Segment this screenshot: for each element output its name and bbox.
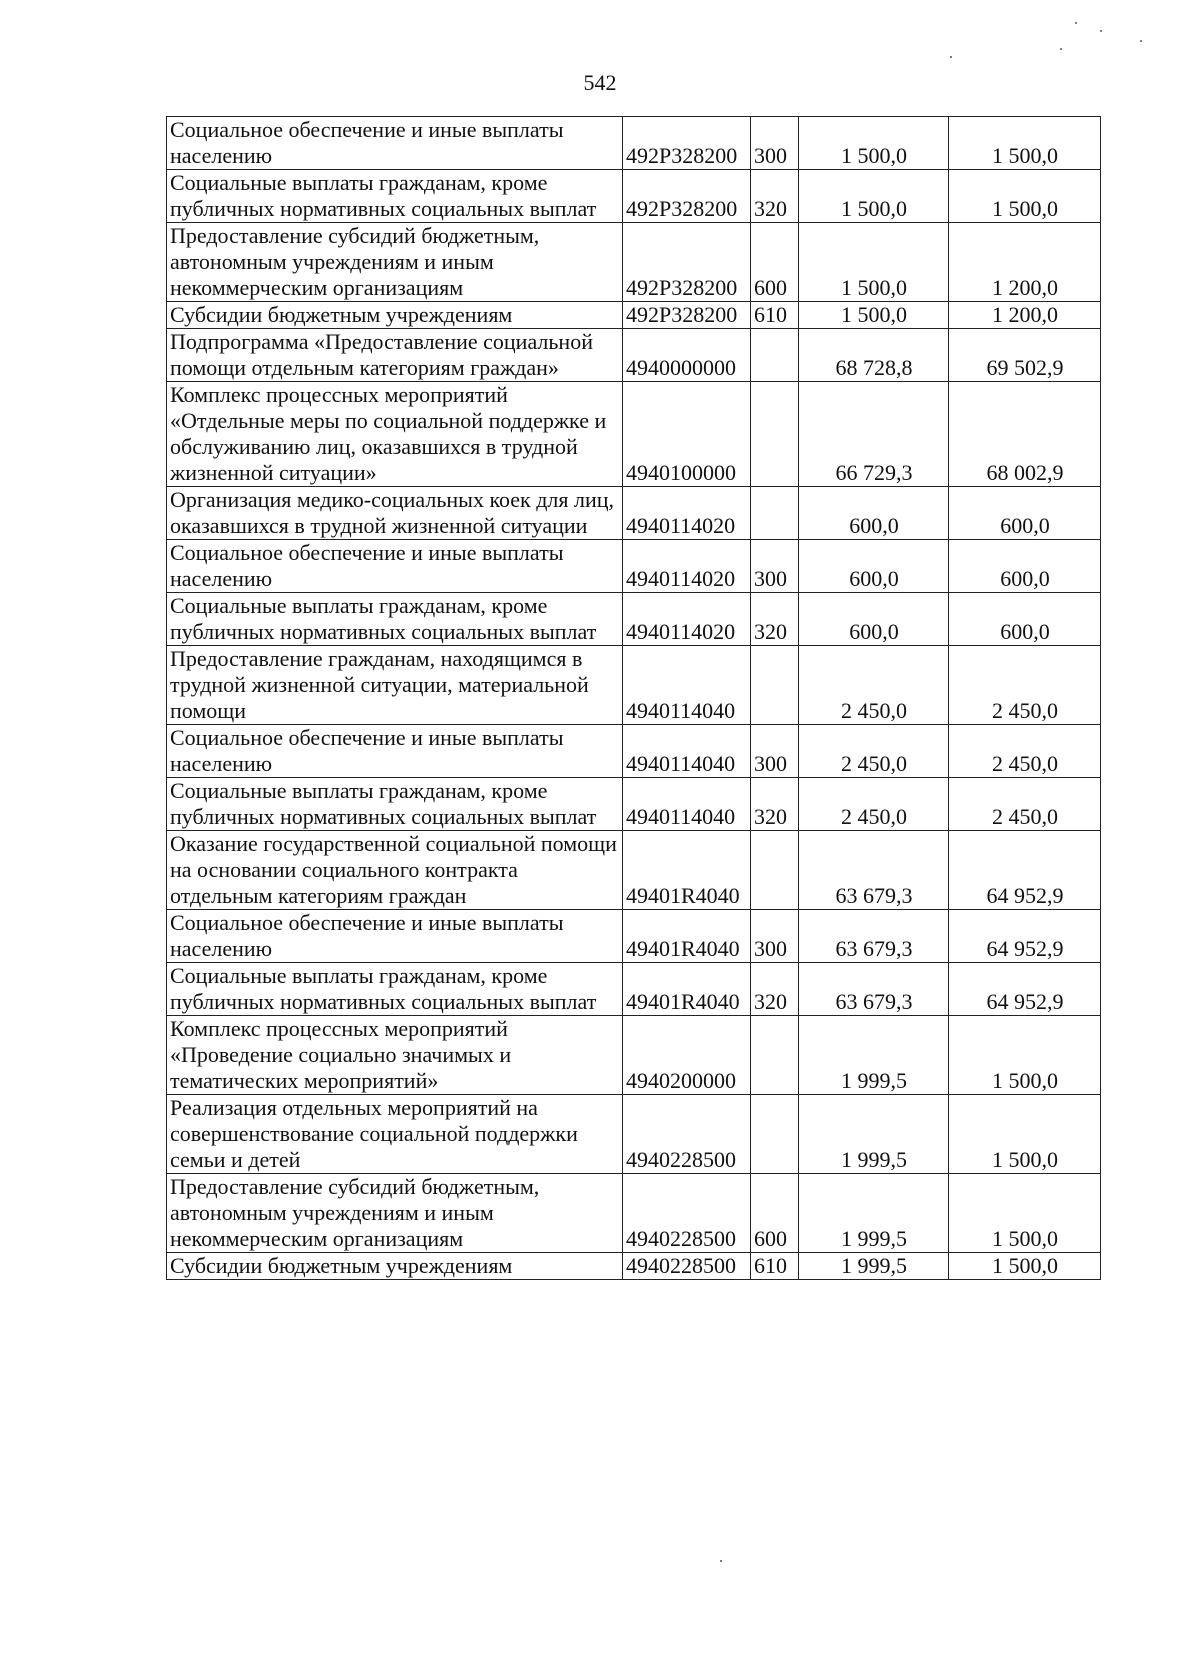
row-value-2025-cell: 600,0 — [949, 487, 1101, 540]
scan-speck — [1100, 30, 1102, 32]
row-code-cell: 4940228500 — [623, 1253, 751, 1280]
table-row — [167, 910, 1101, 963]
row-name-cell: Оказание государственной социальной помощи на основании социального контракта отдельным категориям граждан — [167, 831, 623, 910]
table-row — [167, 540, 1101, 593]
row-value-2024-cell: 68 728,8 — [799, 329, 949, 382]
row-type-cell: 600 — [751, 223, 799, 302]
row-value-2024-cell: 1 500,0 — [799, 302, 949, 329]
row-value-2025-cell: 1 500,0 — [949, 1016, 1101, 1095]
table-row — [167, 778, 1101, 831]
row-name-cell: Предоставление гражданам, находящимся в трудной жизненной ситуации, материальной помощи — [167, 646, 623, 725]
row-value-2024-cell: 1 500,0 — [799, 223, 949, 302]
row-code-cell: 49401R4040 — [623, 963, 751, 1016]
row-type-cell: 320 — [751, 593, 799, 646]
scan-speck — [1075, 22, 1077, 24]
row-type-cell — [751, 329, 799, 382]
row-type-cell — [751, 487, 799, 540]
row-name-cell: Социальные выплаты гражданам, кроме публичных нормативных социальных выплат — [167, 593, 623, 646]
row-type-cell: 600 — [751, 1174, 799, 1253]
row-code-cell: 4940114040 — [623, 778, 751, 831]
row-name-cell: Комплекс процессных мероприятий «Проведение социально значимых и тематических мероприятий» — [167, 1016, 623, 1095]
table-row — [167, 1016, 1101, 1095]
row-code-cell: 492P328200 — [623, 170, 751, 223]
row-value-2024-cell: 2 450,0 — [799, 646, 949, 725]
row-type-cell — [751, 1016, 799, 1095]
row-value-2024-cell: 1 500,0 — [799, 117, 949, 170]
table-row — [167, 223, 1101, 302]
row-value-2024-cell: 1 999,5 — [799, 1016, 949, 1095]
row-value-2024-cell: 63 679,3 — [799, 831, 949, 910]
row-code-cell: 492P328200 — [623, 302, 751, 329]
row-type-cell: 300 — [751, 725, 799, 778]
row-type-cell: 300 — [751, 540, 799, 593]
table-row — [167, 117, 1101, 170]
page-number: 542 — [583, 70, 617, 95]
budget-table — [166, 116, 1101, 1280]
row-value-2025-cell: 600,0 — [949, 540, 1101, 593]
row-code-cell: 49401R4040 — [623, 910, 751, 963]
row-value-2025-cell: 1 200,0 — [949, 223, 1101, 302]
row-code-cell: 4940114020 — [623, 487, 751, 540]
row-value-2025-cell: 1 500,0 — [949, 1095, 1101, 1174]
row-value-2024-cell: 1 999,5 — [799, 1095, 949, 1174]
table-row — [167, 646, 1101, 725]
row-code-cell: 4940000000 — [623, 329, 751, 382]
table-row — [167, 329, 1101, 382]
row-name-cell: Организация медико-социальных коек для лиц, оказавшихся в трудной жизненной ситуации — [167, 487, 623, 540]
row-value-2025-cell: 68 002,9 — [949, 382, 1101, 487]
row-value-2025-cell: 2 450,0 — [949, 646, 1101, 725]
row-value-2025-cell: 1 500,0 — [949, 117, 1101, 170]
row-name-cell: Предоставление субсидий бюджетным, автономным учреждениям и иным некоммерческим организациям — [167, 223, 623, 302]
table-row — [167, 725, 1101, 778]
row-value-2024-cell: 1 999,5 — [799, 1174, 949, 1253]
row-value-2025-cell: 2 450,0 — [949, 778, 1101, 831]
row-value-2024-cell: 600,0 — [799, 593, 949, 646]
row-name-cell: Социальные выплаты гражданам, кроме публичных нормативных социальных выплат — [167, 778, 623, 831]
row-value-2025-cell: 600,0 — [949, 593, 1101, 646]
row-name-cell: Комплекс процессных мероприятий «Отдельные меры по социальной поддержке и обслуживанию лиц, оказавшихся в трудной жизненной ситуации» — [167, 382, 623, 487]
row-name-cell: Подпрограмма «Предоставление социальной помощи отдельным категориям граждан» — [167, 329, 623, 382]
row-name-cell: Субсидии бюджетным учреждениям — [167, 1253, 623, 1280]
row-type-cell: 610 — [751, 302, 799, 329]
row-code-cell: 4940100000 — [623, 382, 751, 487]
scan-speck — [1140, 40, 1142, 42]
scan-speck — [1060, 48, 1062, 50]
row-code-cell: 4940200000 — [623, 1016, 751, 1095]
row-value-2025-cell: 64 952,9 — [949, 831, 1101, 910]
budget-table-body — [167, 117, 1101, 1280]
row-value-2025-cell: 64 952,9 — [949, 963, 1101, 1016]
table-row — [167, 170, 1101, 223]
row-code-cell: 492P328200 — [623, 117, 751, 170]
table-row — [167, 1253, 1101, 1280]
row-value-2024-cell: 63 679,3 — [799, 963, 949, 1016]
row-value-2025-cell: 64 952,9 — [949, 910, 1101, 963]
row-value-2025-cell: 1 200,0 — [949, 302, 1101, 329]
row-code-cell: 49401R4040 — [623, 831, 751, 910]
row-type-cell — [751, 831, 799, 910]
row-name-cell: Предоставление субсидий бюджетным, автономным учреждениям и иным некоммерческим организациям — [167, 1174, 623, 1253]
row-type-cell: 610 — [751, 1253, 799, 1280]
row-type-cell: 320 — [751, 963, 799, 1016]
row-value-2025-cell: 1 500,0 — [949, 1174, 1101, 1253]
row-type-cell: 320 — [751, 170, 799, 223]
row-type-cell: 300 — [751, 117, 799, 170]
row-value-2025-cell: 1 500,0 — [949, 1253, 1101, 1280]
row-value-2025-cell: 1 500,0 — [949, 170, 1101, 223]
table-row — [167, 963, 1101, 1016]
table-row — [167, 593, 1101, 646]
row-name-cell: Социальное обеспечение и иные выплаты населению — [167, 117, 623, 170]
table-row — [167, 487, 1101, 540]
row-value-2024-cell: 2 450,0 — [799, 778, 949, 831]
row-code-cell: 4940228500 — [623, 1095, 751, 1174]
row-value-2025-cell: 2 450,0 — [949, 725, 1101, 778]
table-row — [167, 1095, 1101, 1174]
row-value-2024-cell: 63 679,3 — [799, 910, 949, 963]
row-value-2024-cell: 1 999,5 — [799, 1253, 949, 1280]
row-type-cell — [751, 1095, 799, 1174]
row-code-cell: 4940228500 — [623, 1174, 751, 1253]
row-code-cell: 492P328200 — [623, 223, 751, 302]
row-code-cell: 4940114040 — [623, 725, 751, 778]
row-value-2024-cell: 1 500,0 — [799, 170, 949, 223]
scan-speck — [720, 1560, 722, 1562]
row-name-cell: Социальные выплаты гражданам, кроме публичных нормативных социальных выплат — [167, 170, 623, 223]
row-value-2024-cell: 2 450,0 — [799, 725, 949, 778]
row-value-2024-cell: 600,0 — [799, 487, 949, 540]
row-value-2025-cell: 69 502,9 — [949, 329, 1101, 382]
row-value-2024-cell: 600,0 — [799, 540, 949, 593]
row-code-cell: 4940114020 — [623, 540, 751, 593]
row-name-cell: Субсидии бюджетным учреждениям — [167, 302, 623, 329]
table-row — [167, 382, 1101, 487]
row-type-cell: 300 — [751, 910, 799, 963]
row-name-cell: Социальное обеспечение и иные выплаты населению — [167, 725, 623, 778]
row-type-cell: 320 — [751, 778, 799, 831]
scan-speck — [950, 56, 952, 58]
row-name-cell: Реализация отдельных мероприятий на совершенствование социальной поддержки семьи и детей — [167, 1095, 623, 1174]
row-code-cell: 4940114040 — [623, 646, 751, 725]
row-name-cell: Социальное обеспечение и иные выплаты населению — [167, 910, 623, 963]
row-type-cell — [751, 382, 799, 487]
row-code-cell: 4940114020 — [623, 593, 751, 646]
row-name-cell: Социальное обеспечение и иные выплаты населению — [167, 540, 623, 593]
row-name-cell: Социальные выплаты гражданам, кроме публичных нормативных социальных выплат — [167, 963, 623, 1016]
row-value-2024-cell: 66 729,3 — [799, 382, 949, 487]
row-type-cell — [751, 646, 799, 725]
table-row — [167, 1174, 1101, 1253]
table-row — [167, 302, 1101, 329]
table-row — [167, 831, 1101, 910]
